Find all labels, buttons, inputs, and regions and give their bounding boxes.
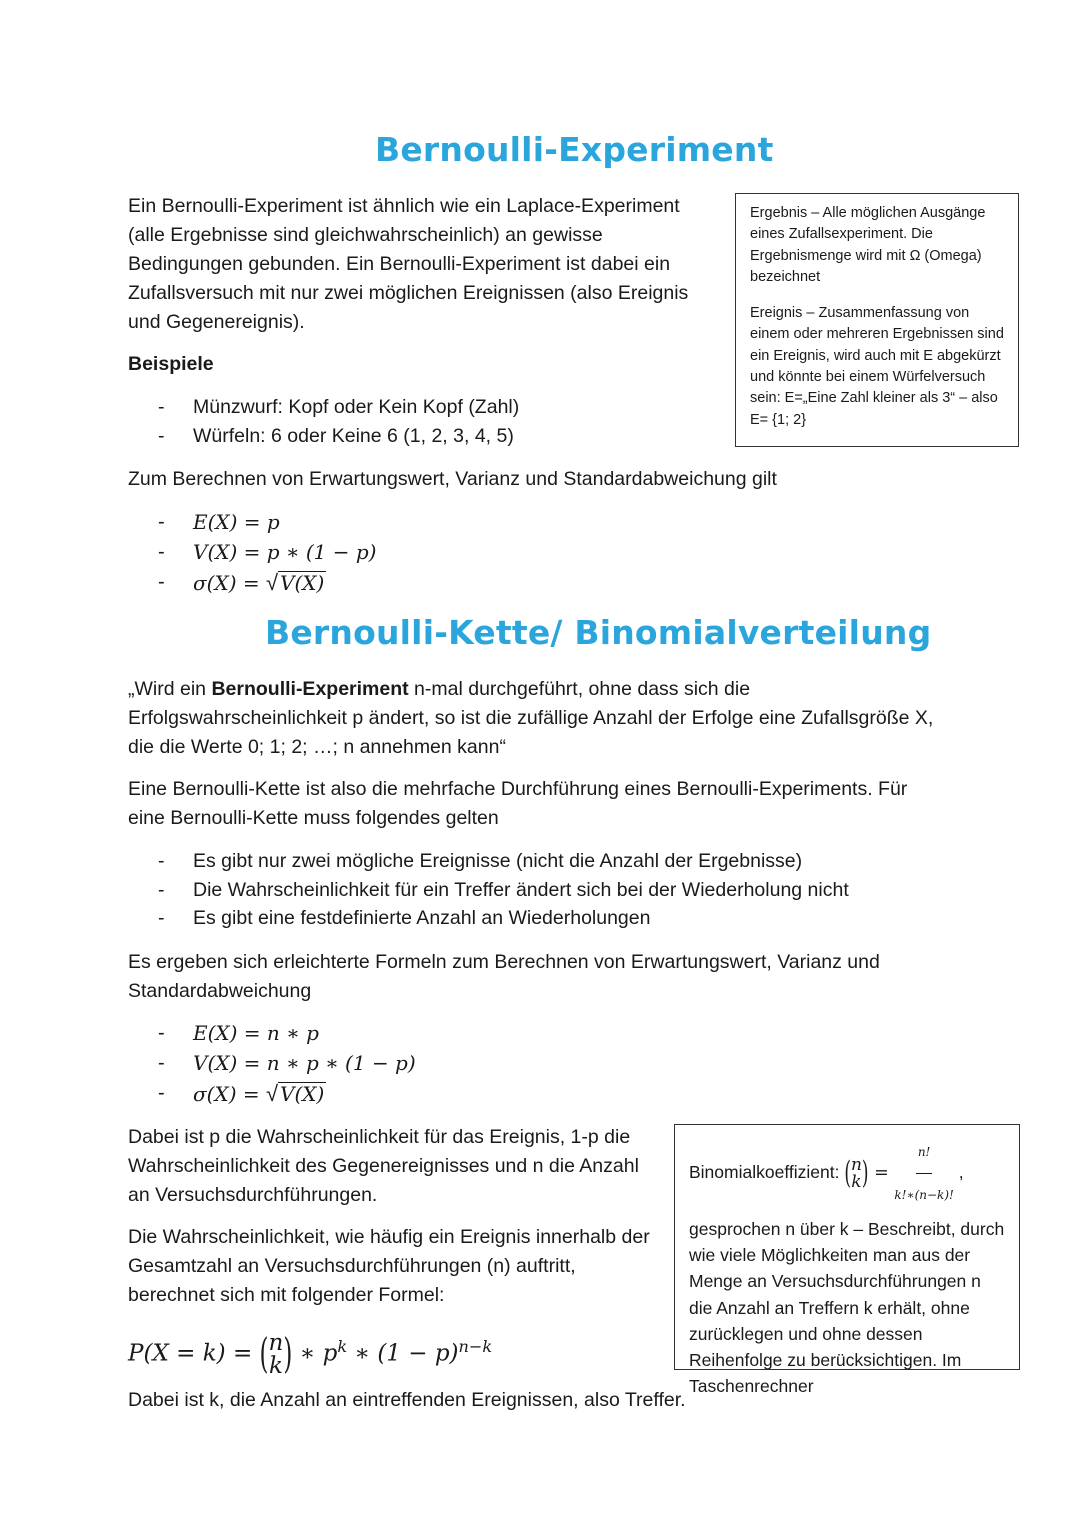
formulas-intro-binomial: Es ergeben sich erleichterte Formeln zum Berechnen von Erwartungswert, Varianz und Standardabweichung [128,951,880,1002]
list-item: - Es gibt nur zwei mögliche Ereignisse (nicht die Anzahl der Ergebnisse) [128,847,978,876]
formula-list-binomial [128,1019,416,1110]
conditions-list [128,847,978,933]
list-item: - Es gibt eine festdefinierte Anzahl an Wiederholungen [128,904,978,933]
binomial-coefficient: ( n k ) [259,1329,293,1379]
quote-paragraph: „Wird ein Bernoulli-Experiment n-mal durchgeführt, ohne dass sich die Erfolgswahrscheinlichkeit p ändert, so ist die zufällige Anzahl der Erfolge eine Zufallsgröße X, die die Werte 0; 1; 2; …; n annehmen kann“ [128,678,934,758]
examples-heading: Beispiele [128,353,214,375]
list-item: - Würfeln: 6 oder Keine 6 (1, 2, 3, 4, 5) [128,422,688,451]
list-item: - Münzwurf: Kopf oder Kein Kopf (Zahl) [128,393,688,422]
formula-list-bernoulli [128,508,376,599]
binomialkoeffizient-formula: Binomialkoeffizient: ( n k ) = $\frac{n!}{k!∗(n-k)!}$ , [689,1131,1005,1216]
section-title-bernoulli-experiment: Bernoulli-Experiment [375,130,774,169]
definition-ergebnis: Ergebnis – Alle möglichen Ausgänge eines Zufallsexperiment. Die Ergebnismenge wird mit Ω (Omega) bezeichnet [750,205,986,285]
definition-ereignis: Ereignis – Zusammenfassung von einem oder mehreren Ergebnissen sind ein Ereignis, wird auch mit E abgekürzt und könnte bei einem Würfelversuch sein: E=„Eine Zahl kleiner als 3“ – also E= {1; 2} [750,305,1004,428]
definition-box-ergebnis-ereignis [735,193,1019,447]
definition-paragraph: Eine Bernoulli-Kette ist also die mehrfache Durchführung eines Bernoulli-Experiments. Für eine Bernoulli-Kette muss folgendes gelten [128,778,908,829]
binomial-coefficient: ( n k ) [844,1154,869,1192]
formula-variance: - V(X) = p ∗ (1 − p) [128,538,376,568]
explanation-p-paragraph: Dabei ist p die Wahrscheinlichkeit für das Ereignis, 1-p die Wahrscheinlichkeit des Gegenereignisses und n die Anzahl an Versuchsdurchführungen. [128,1126,639,1206]
sqrt-icon: √ [265,570,279,595]
formulas-intro: Zum Berechnen von Erwartungswert, Varianz und Standardabweichung gilt [128,468,777,490]
formula-expectation: - E(X) = p [128,508,376,538]
formula-stddev: - σ(X) = √ V(X) [128,568,376,599]
formula-expectation: - E(X) = n ∗ p [128,1019,416,1049]
intro-paragraph: Ein Bernoulli-Experiment ist ähnlich wie ein Laplace-Experiment (alle Ergebnisse sind gleichwahrscheinlich) an gewisse Bedingungen gebunden. Ein Bernoulli-Experiment ist dabei ein Zufallsversuch mit nur zwei möglichen Ereignissen (also Ereignis und Gegenereignis). [128,195,689,333]
formula-stddev: - σ(X) = √ V(X) [128,1079,416,1110]
fraction: $\frac{n!}{k!∗(n-k)!}$ [894,1131,954,1216]
final-note: Dabei ist k, die Anzahl an eintreffenden Ereignissen, also Treffer. [128,1389,686,1411]
section-title-bernoulli-kette: Bernoulli-Kette/ Binomialverteilung [265,613,932,652]
formula-variance: - V(X) = n ∗ p ∗ (1 − p) [128,1049,416,1079]
definition-box-binomialkoeffizient [674,1124,1020,1397]
binomial-pmf-formula: P(X = k) = ( n k ) ∗ $p^k$ ∗ $(1 - p)^{n-k}$ [128,1329,493,1379]
binomialkoeffizient-description: gesprochen n über k – Beschreibt, durch wie viele Möglichkeiten man aus der Menge an Versuchsdurchführungen n die Anzahl an Treffern k erhält, ohne zurücklegen und ohne dessen Reihenfolge zu berücksichtigen. Im Taschenrechner [689,1219,1005,1397]
list-item: - Die Wahrscheinlichkeit für ein Treffer ändert sich bei der Wiederholung nicht [128,876,978,905]
examples-list [128,393,688,450]
sqrt-icon: √ [265,1081,279,1106]
explanation-formula-paragraph: Die Wahrscheinlichkeit, wie häufig ein Ereignis innerhalb der Gesamtzahl an Versuchsdurchführungen (n) auftritt, berechnet sich mit folgender Formel: [128,1226,650,1306]
